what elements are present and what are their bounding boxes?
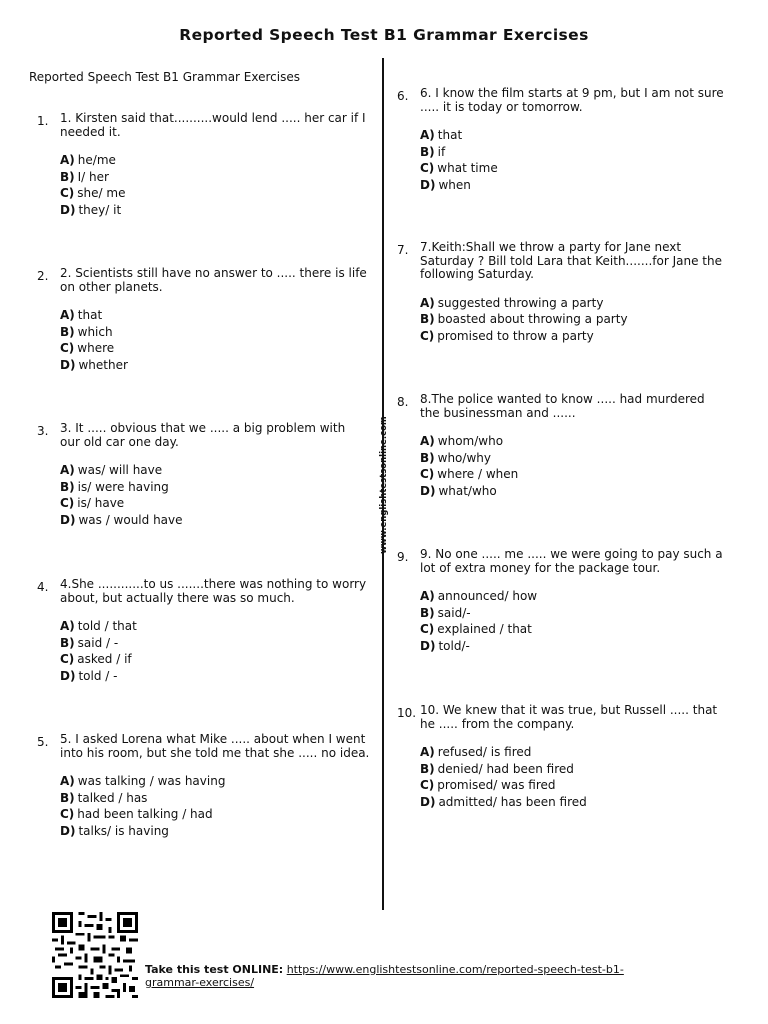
- footer-text: [145, 963, 675, 989]
- option-label: she/ me: [77, 186, 126, 201]
- option-key: A): [420, 128, 435, 142]
- side-watermark-text: www.englishtestsonline.com: [379, 416, 389, 554]
- options-list: [420, 588, 737, 654]
- question-number: 4.: [37, 580, 49, 594]
- question-2: [37, 267, 367, 373]
- option[interactable]: [420, 483, 727, 500]
- option-key: A): [60, 308, 75, 322]
- option[interactable]: [420, 127, 727, 144]
- option[interactable]: [420, 466, 727, 483]
- option-key: B): [60, 324, 75, 339]
- option-label: talked / has: [77, 790, 148, 805]
- option-label: asked / if: [77, 652, 132, 667]
- option-label: announced/ how: [437, 589, 538, 603]
- option-label: boasted about throwing a party: [437, 312, 628, 327]
- question-text: 1. Kirsten said that..........would lend ..... her car if I needed it.: [60, 111, 366, 139]
- option[interactable]: [420, 588, 737, 605]
- option-key: C): [420, 622, 435, 637]
- option-key: C): [420, 467, 435, 482]
- option[interactable]: [420, 177, 727, 194]
- question-number: 2.: [37, 269, 49, 283]
- options-list: [60, 773, 372, 839]
- question-number: 6.: [397, 89, 409, 103]
- question-text: 3. It ..... obvious that we ..... a big problem with our old car one day.: [60, 421, 346, 449]
- question-text: 8.The police wanted to know ..... had murdered the businessman and ......: [420, 392, 705, 420]
- option-label: what/who: [438, 483, 497, 498]
- option-label: what time: [437, 161, 498, 176]
- question-number: 8.: [397, 395, 409, 409]
- options-list: [420, 744, 732, 810]
- option[interactable]: [60, 806, 372, 823]
- option-key: B): [420, 605, 435, 620]
- option-key: C): [60, 807, 75, 822]
- option[interactable]: [60, 635, 367, 652]
- option-key: D): [420, 638, 436, 653]
- option-label: that: [77, 308, 103, 322]
- question-text: 7.Keith:Shall we throw a party for Jane next Saturday ? Bill told Lara that Keith.......for Jane the following Saturday.: [420, 240, 722, 281]
- question-6: [397, 87, 727, 193]
- option[interactable]: [60, 512, 367, 529]
- footer-link[interactable]: https://www.englishtestsonline.com/reported-speech-test-b1-grammar-exercises/: [145, 963, 624, 989]
- option[interactable]: [60, 340, 367, 357]
- option[interactable]: [60, 324, 367, 341]
- option-key: B): [420, 144, 435, 159]
- option-key: C): [60, 186, 75, 201]
- option-label: promised/ was fired: [437, 778, 556, 793]
- option-label: said / -: [77, 635, 119, 650]
- question-7: [397, 241, 732, 344]
- option[interactable]: [60, 357, 367, 374]
- question-3: [37, 422, 367, 528]
- option[interactable]: [60, 773, 372, 790]
- option-key: A): [420, 745, 435, 759]
- option-label: is/ were having: [77, 479, 169, 494]
- option[interactable]: [420, 621, 737, 638]
- option[interactable]: [420, 761, 732, 778]
- option-label: which: [77, 324, 113, 339]
- option-key: A): [420, 434, 435, 448]
- question-number: 3.: [37, 424, 49, 438]
- option[interactable]: [60, 823, 372, 840]
- option-label: promised to throw a party: [437, 328, 594, 343]
- option-label: told / that: [77, 619, 137, 633]
- footer-label: Take this test ONLINE:: [145, 963, 284, 976]
- option[interactable]: [60, 651, 367, 668]
- question-8: [397, 393, 727, 499]
- option[interactable]: [420, 311, 732, 328]
- option[interactable]: [420, 777, 732, 794]
- question-text: 6. I know the film starts at 9 pm, but I am not sure ..... it is today or tomorrow.: [420, 86, 724, 114]
- question-number: 9.: [397, 550, 409, 564]
- option-label: whether: [78, 357, 128, 372]
- option[interactable]: [60, 169, 367, 186]
- option[interactable]: [420, 328, 732, 345]
- option-key: B): [60, 790, 75, 805]
- option-label: told/-: [438, 638, 470, 653]
- option[interactable]: [420, 144, 727, 161]
- options-list: [60, 618, 367, 684]
- option-key: B): [60, 479, 75, 494]
- option-label: where / when: [437, 467, 519, 482]
- option-key: D): [420, 794, 436, 809]
- option-key: D): [60, 357, 76, 372]
- options-list: [60, 462, 367, 528]
- options-list: [420, 295, 732, 345]
- option-label: had been talking / had: [77, 807, 213, 822]
- option-key: A): [420, 589, 435, 603]
- option[interactable]: [420, 160, 727, 177]
- qr-code-icon[interactable]: [50, 912, 140, 998]
- option[interactable]: [420, 450, 727, 467]
- option[interactable]: [420, 295, 732, 312]
- option-label: where: [77, 341, 115, 356]
- question-4: [37, 578, 367, 684]
- option-label: was talking / was having: [77, 774, 226, 788]
- question-number: 7.: [397, 243, 409, 257]
- option-label: denied/ had been fired: [437, 761, 574, 776]
- question-number: 10.: [397, 706, 417, 720]
- option-label: is/ have: [77, 496, 125, 511]
- option-label: they/ it: [78, 202, 122, 217]
- option-key: C): [60, 341, 75, 356]
- subtitle: Reported Speech Test B1 Grammar Exercises: [29, 70, 300, 84]
- option-label: refused/ is fired: [437, 745, 532, 759]
- option-key: B): [420, 761, 435, 776]
- question-number: 5.: [37, 735, 49, 749]
- option-label: was / would have: [78, 512, 183, 527]
- option-key: B): [60, 169, 75, 184]
- option-label: explained / that: [437, 622, 532, 637]
- option-label: suggested throwing a party: [437, 295, 604, 310]
- option-label: that: [437, 128, 463, 142]
- question-5: [37, 733, 372, 839]
- option[interactable]: [420, 605, 737, 622]
- option[interactable]: [60, 185, 367, 202]
- option-key: C): [420, 778, 435, 793]
- option-label: admitted/ has been fired: [438, 794, 587, 809]
- option[interactable]: [60, 307, 367, 324]
- option-label: whom/who: [437, 434, 504, 448]
- option-key: D): [60, 202, 76, 217]
- option-key: D): [420, 177, 436, 192]
- option-label: talks/ is having: [78, 823, 169, 838]
- option-key: A): [60, 153, 75, 167]
- option-label: I/ her: [77, 169, 109, 184]
- option[interactable]: [60, 668, 367, 685]
- options-list: [60, 152, 367, 218]
- option[interactable]: [420, 433, 727, 450]
- option-key: D): [60, 823, 76, 838]
- question-1: [37, 112, 367, 218]
- options-list: [60, 307, 367, 373]
- question-text: 9. No one ..... me ..... we were going to pay such a lot of extra money for the package tour.: [420, 547, 723, 575]
- option-key: B): [420, 312, 435, 327]
- options-list: [420, 433, 727, 499]
- option-label: if: [437, 144, 446, 159]
- option-key: A): [60, 619, 75, 633]
- options-list: [420, 127, 727, 193]
- question-number: 1.: [37, 114, 49, 128]
- option[interactable]: [60, 152, 367, 169]
- page-title: Reported Speech Test B1 Grammar Exercises: [179, 26, 589, 44]
- option-key: A): [60, 463, 75, 477]
- option-key: D): [420, 483, 436, 498]
- question-text: 4.She ............to us .......there was nothing to worry about, but actually there was so much.: [60, 577, 367, 605]
- question-text: 5. I asked Lorena what Mike ..... about when I went into his room, but she told me that she ..... no idea.: [60, 732, 370, 760]
- question-text: 2. Scientists still have no answer to ..... there is life on other planets.: [60, 266, 367, 294]
- option-label: told / -: [78, 668, 118, 683]
- option[interactable]: [60, 495, 367, 512]
- option-label: who/why: [437, 450, 491, 465]
- option-key: D): [60, 668, 76, 683]
- option[interactable]: [60, 790, 372, 807]
- option-key: B): [60, 635, 75, 650]
- option-key: C): [420, 328, 435, 343]
- option-label: was/ will have: [77, 463, 163, 477]
- option[interactable]: [60, 202, 367, 219]
- question-9: [397, 548, 737, 654]
- option[interactable]: [420, 638, 737, 655]
- option[interactable]: [60, 462, 367, 479]
- question-10: [397, 704, 732, 810]
- option[interactable]: [60, 618, 367, 635]
- option[interactable]: [420, 744, 732, 761]
- option-key: B): [420, 450, 435, 465]
- option-key: C): [60, 496, 75, 511]
- option[interactable]: [420, 794, 732, 811]
- option-label: said/-: [437, 605, 471, 620]
- option-label: he/me: [77, 153, 116, 167]
- option-key: D): [60, 512, 76, 527]
- option-label: when: [438, 177, 471, 192]
- option-key: A): [420, 295, 435, 310]
- option-key: C): [420, 161, 435, 176]
- option[interactable]: [60, 479, 367, 496]
- question-text: 10. We knew that it was true, but Russell ..... that he ..... from the company.: [420, 703, 718, 731]
- footer: [50, 910, 750, 1000]
- option-key: C): [60, 652, 75, 667]
- option-key: A): [60, 774, 75, 788]
